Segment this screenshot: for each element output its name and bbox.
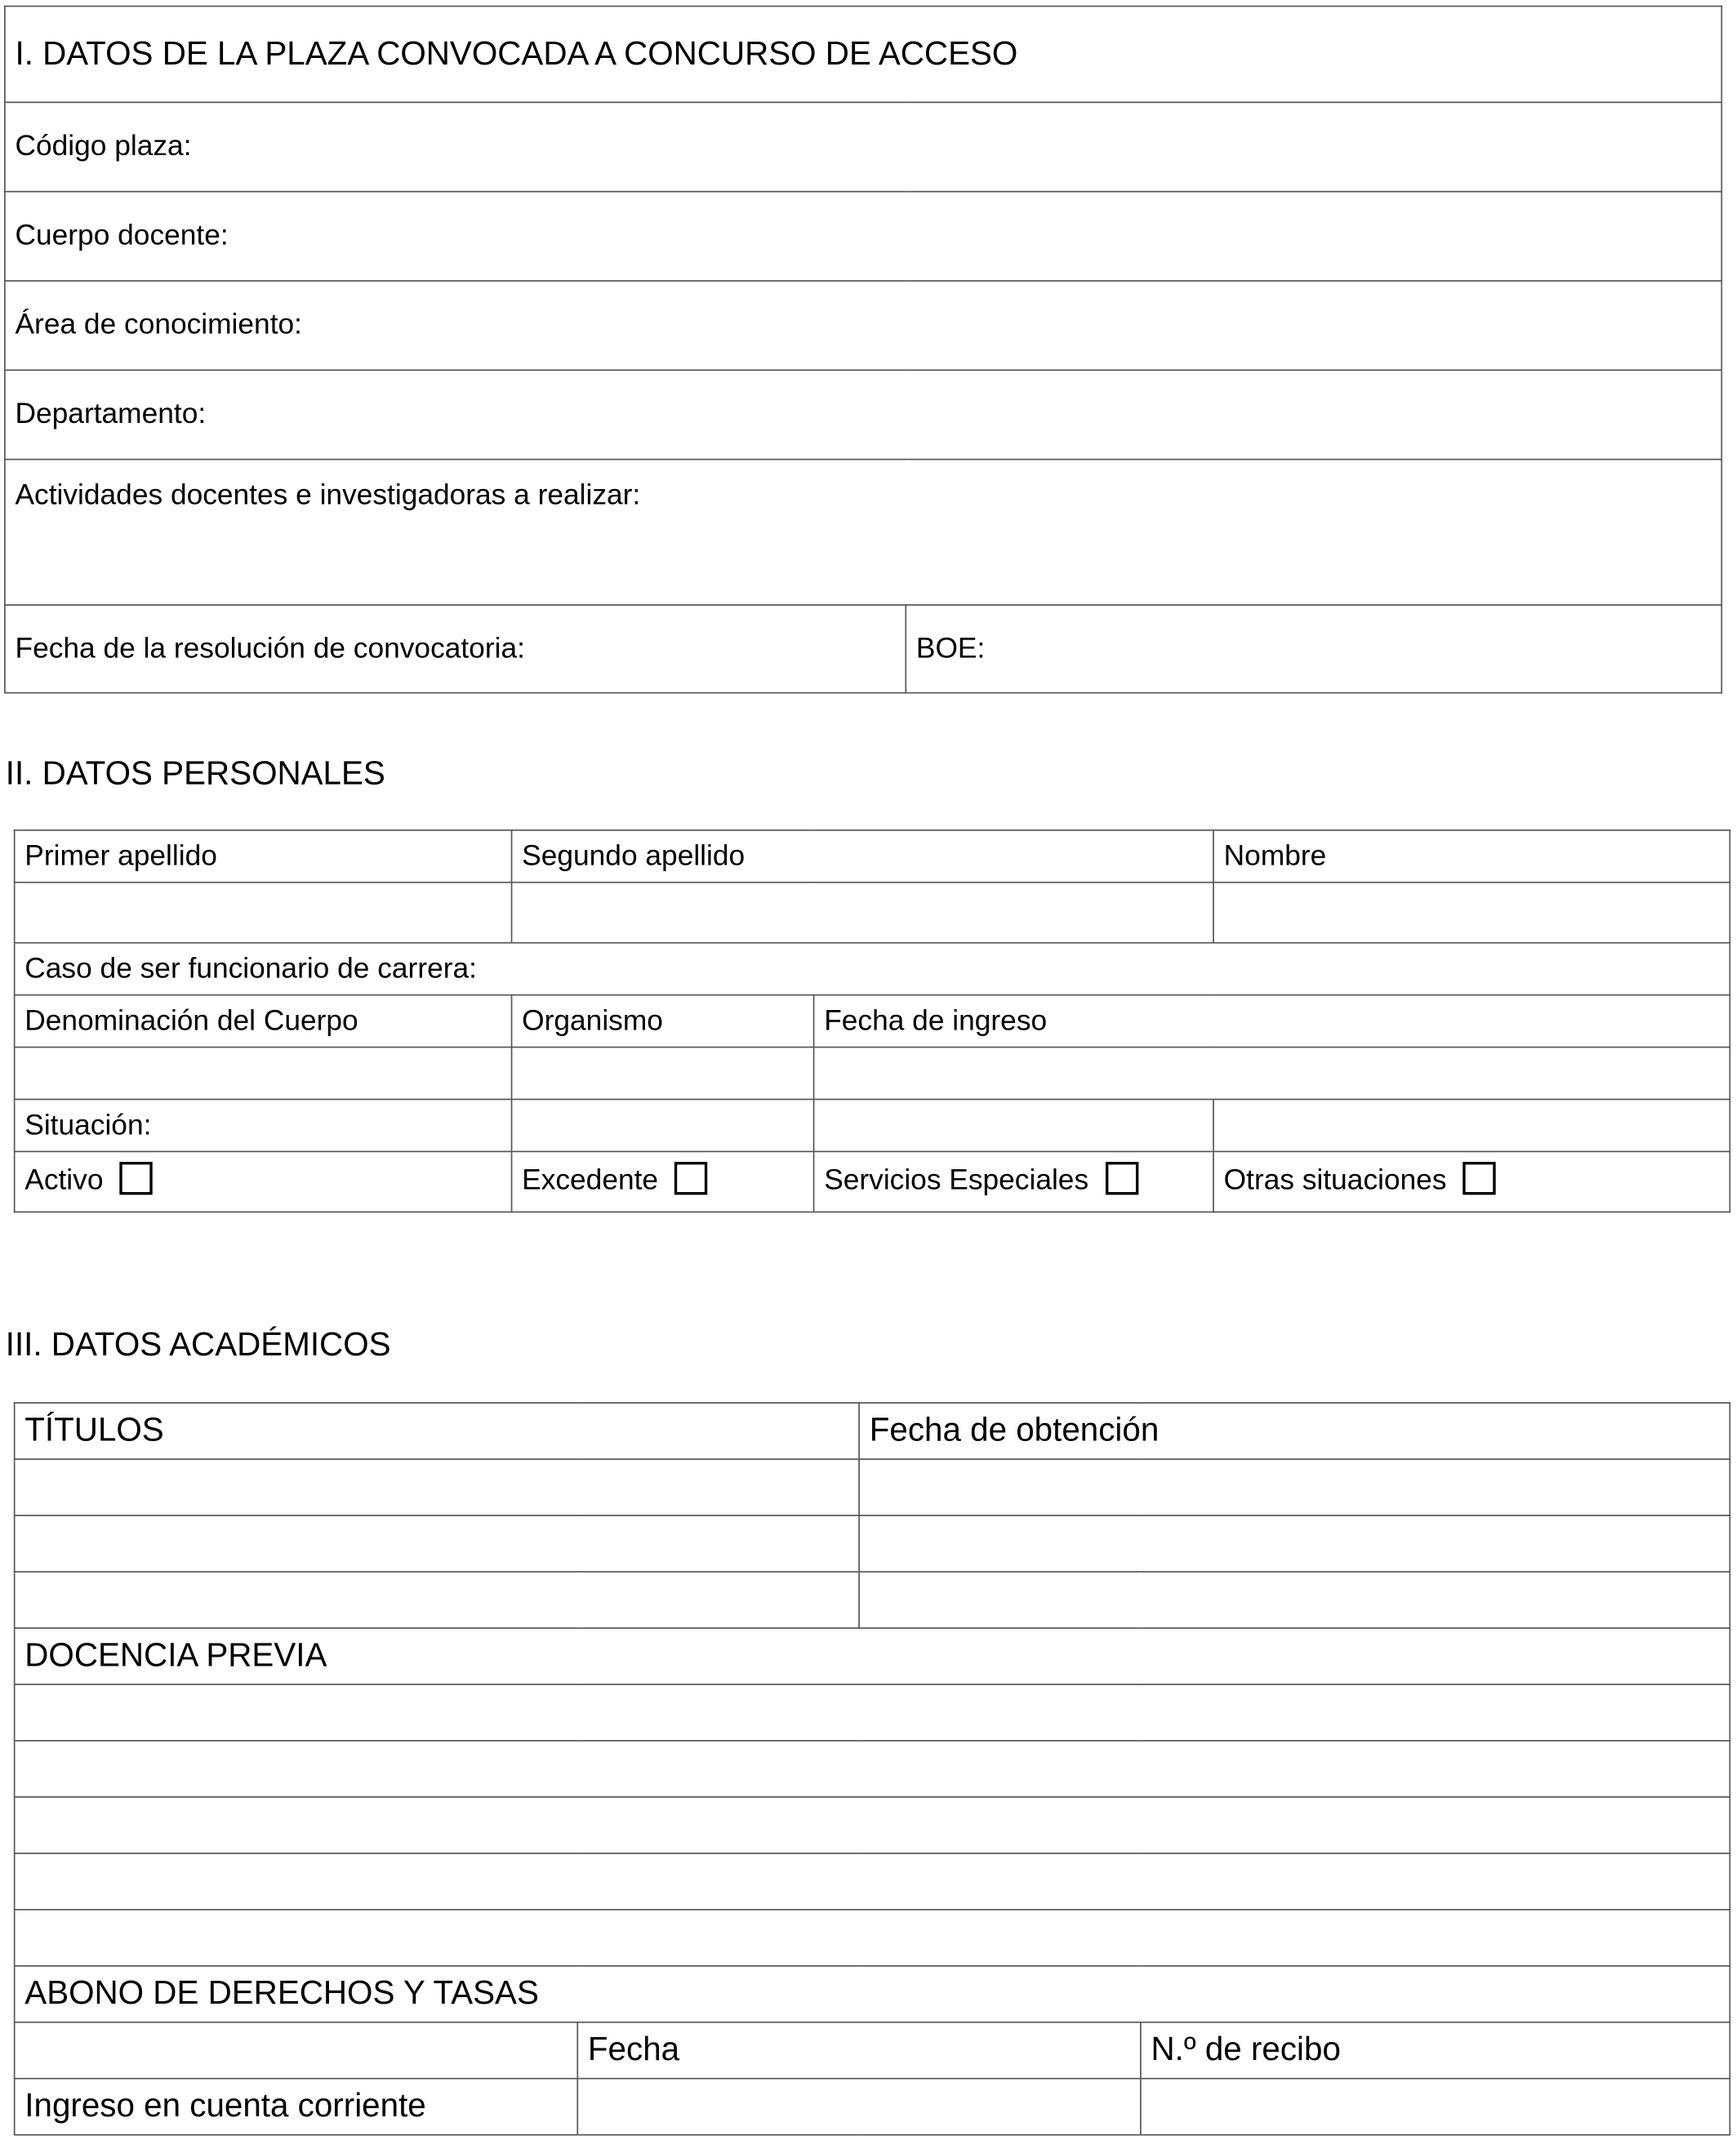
section2-title: II. DATOS PERSONALES	[5, 755, 385, 793]
titulo-input[interactable]	[15, 1515, 859, 1572]
option-servicios-especiales[interactable]	[814, 1151, 1213, 1212]
option-label: Activo	[24, 1164, 104, 1197]
titulos-header: TÍTULOS	[15, 1403, 859, 1459]
primer-apellido-input[interactable]	[15, 883, 512, 943]
docencia-previa-header: DOCENCIA PREVIA	[15, 1628, 1730, 1684]
checkbox-excedente[interactable]	[674, 1161, 707, 1194]
empty-cell	[1213, 1099, 1729, 1151]
actividades-field[interactable]: Actividades docentes e investigadoras a realizar:	[5, 460, 1722, 605]
plaza-table	[4, 6, 1722, 694]
caso-funcionario-label: Caso de ser funcionario de carrera:	[15, 943, 1730, 995]
personal-table	[14, 830, 1731, 1212]
ingreso-cuenta-label: Ingreso en cuenta corriente	[15, 2079, 578, 2135]
fecha-input[interactable]	[577, 2079, 1141, 2135]
segundo-apellido-input[interactable]	[512, 883, 1214, 943]
empty-cell	[512, 1099, 814, 1151]
departamento-field[interactable]: Departamento:	[5, 370, 1722, 459]
denominacion-cuerpo-label: Denominación del Cuerpo	[15, 995, 512, 1048]
titulo-input[interactable]	[15, 1459, 859, 1515]
numero-recibo-input[interactable]	[1141, 2079, 1730, 2135]
section3-title: III. DATOS ACADÉMICOS	[5, 1326, 391, 1364]
organismo-label: Organismo	[512, 995, 814, 1048]
option-label: Excedente	[522, 1164, 659, 1197]
docencia-input[interactable]	[15, 1910, 1730, 1966]
docencia-input[interactable]	[15, 1741, 1730, 1797]
fecha-ingreso-input[interactable]	[814, 1048, 1730, 1100]
option-label: Otras situaciones	[1223, 1164, 1447, 1197]
denominacion-cuerpo-input[interactable]	[15, 1048, 512, 1100]
option-otras-situaciones[interactable]	[1213, 1151, 1729, 1212]
area-conocimiento-field[interactable]: Área de conocimiento:	[5, 281, 1722, 370]
boe-field[interactable]: BOE:	[906, 605, 1721, 693]
nombre-input[interactable]	[1213, 883, 1729, 943]
empty-cell	[15, 2022, 578, 2079]
academic-table	[14, 1402, 1731, 2135]
fecha-header: Fecha	[577, 2022, 1141, 2079]
docencia-input[interactable]	[15, 1797, 1730, 1853]
fecha-ingreso-label: Fecha de ingreso	[814, 995, 1730, 1048]
checkbox-servicios-especiales[interactable]	[1105, 1161, 1137, 1194]
abono-header: ABONO DE DERECHOS Y TASAS	[15, 1966, 1730, 2022]
fecha-obtencion-input[interactable]	[859, 1459, 1729, 1515]
option-label: Servicios Especiales	[824, 1164, 1089, 1197]
cuerpo-docente-field[interactable]: Cuerpo docente:	[5, 192, 1722, 281]
fecha-obtencion-header: Fecha de obtención	[859, 1403, 1729, 1459]
docencia-input[interactable]	[15, 1853, 1730, 1910]
codigo-plaza-field[interactable]: Código plaza:	[5, 102, 1722, 191]
segundo-apellido-label: Segundo apellido	[512, 830, 1214, 883]
option-activo[interactable]	[15, 1151, 512, 1212]
titulo-input[interactable]	[15, 1572, 859, 1628]
fecha-resolucion-field[interactable]: Fecha de la resolución de convocatoria:	[5, 605, 906, 693]
section1-title: I. DATOS DE LA PLAZA CONVOCADA A CONCURSO DE ACCESO	[5, 7, 1722, 103]
fecha-obtencion-input[interactable]	[859, 1572, 1729, 1628]
numero-recibo-header: N.º de recibo	[1141, 2022, 1730, 2079]
docencia-input[interactable]	[15, 1684, 1730, 1741]
empty-cell	[814, 1099, 1213, 1151]
checkbox-otras-situaciones[interactable]	[1463, 1161, 1496, 1194]
checkbox-activo[interactable]	[120, 1161, 153, 1194]
nombre-label: Nombre	[1213, 830, 1729, 883]
primer-apellido-label: Primer apellido	[15, 830, 512, 883]
situacion-label: Situación:	[15, 1099, 512, 1151]
fecha-obtencion-input[interactable]	[859, 1515, 1729, 1572]
option-excedente[interactable]	[512, 1151, 814, 1212]
organismo-input[interactable]	[512, 1048, 814, 1100]
